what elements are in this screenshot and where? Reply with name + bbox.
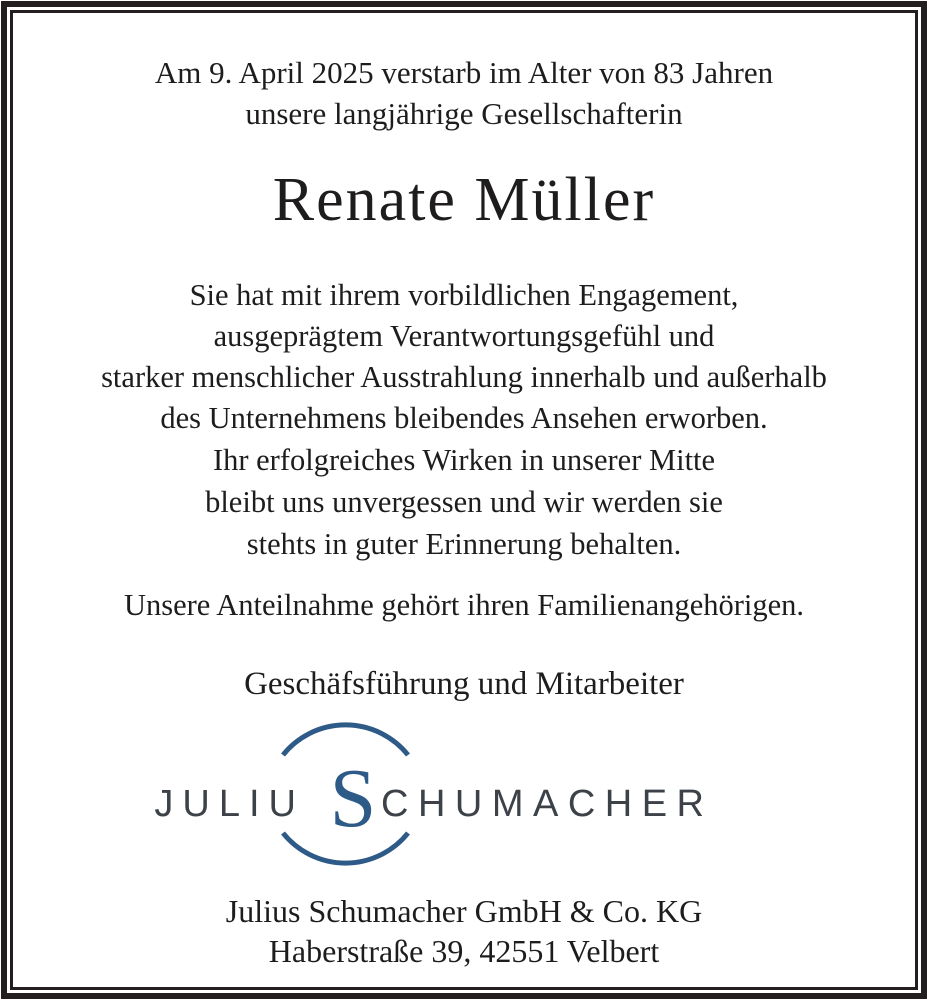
logo-arc-top bbox=[283, 725, 408, 755]
body-line: des Unternehmens bleibendes Ansehen erworben. bbox=[160, 401, 768, 435]
body-line: Ihr erfolgreiches Wirken in unserer Mitte bbox=[212, 443, 716, 477]
signature: Geschäfsführung und Mitarbeiter bbox=[244, 666, 684, 702]
logo-text-right: CHUMACHER bbox=[381, 783, 714, 825]
intro-line-2: unsere langjährige Gesellschafterin bbox=[245, 96, 683, 131]
logo-text-left: JULIU bbox=[154, 783, 305, 825]
body-line: stehts in guter Erinnerung behalten. bbox=[246, 527, 682, 561]
body-line: ausgeprägtem Verantwortungsgefühl und bbox=[213, 319, 715, 353]
body-line: Sie hat mit ihrem vorbildlichen Engagement, bbox=[189, 278, 739, 312]
deceased-name: Renate Müller bbox=[272, 166, 656, 234]
company-address: Haberstraße 39, 42551 Velbert bbox=[268, 933, 660, 969]
intro-line-1: Am 9. April 2025 verstarb im Alter von 83 Jahren bbox=[154, 55, 774, 90]
logo-initial: S bbox=[329, 752, 377, 845]
condolence: Unsere Anteilnahme gehört ihren Familienangehörigen. bbox=[123, 588, 805, 622]
company-name: Julius Schumacher GmbH & Co. KG bbox=[225, 893, 703, 929]
company-logo bbox=[0, 700, 928, 900]
body-line: bleibt uns unvergessen und wir werden sie bbox=[205, 485, 723, 519]
body-line: starker menschlicher Ausstrahlung innerhalb und außerhalb bbox=[101, 360, 827, 394]
